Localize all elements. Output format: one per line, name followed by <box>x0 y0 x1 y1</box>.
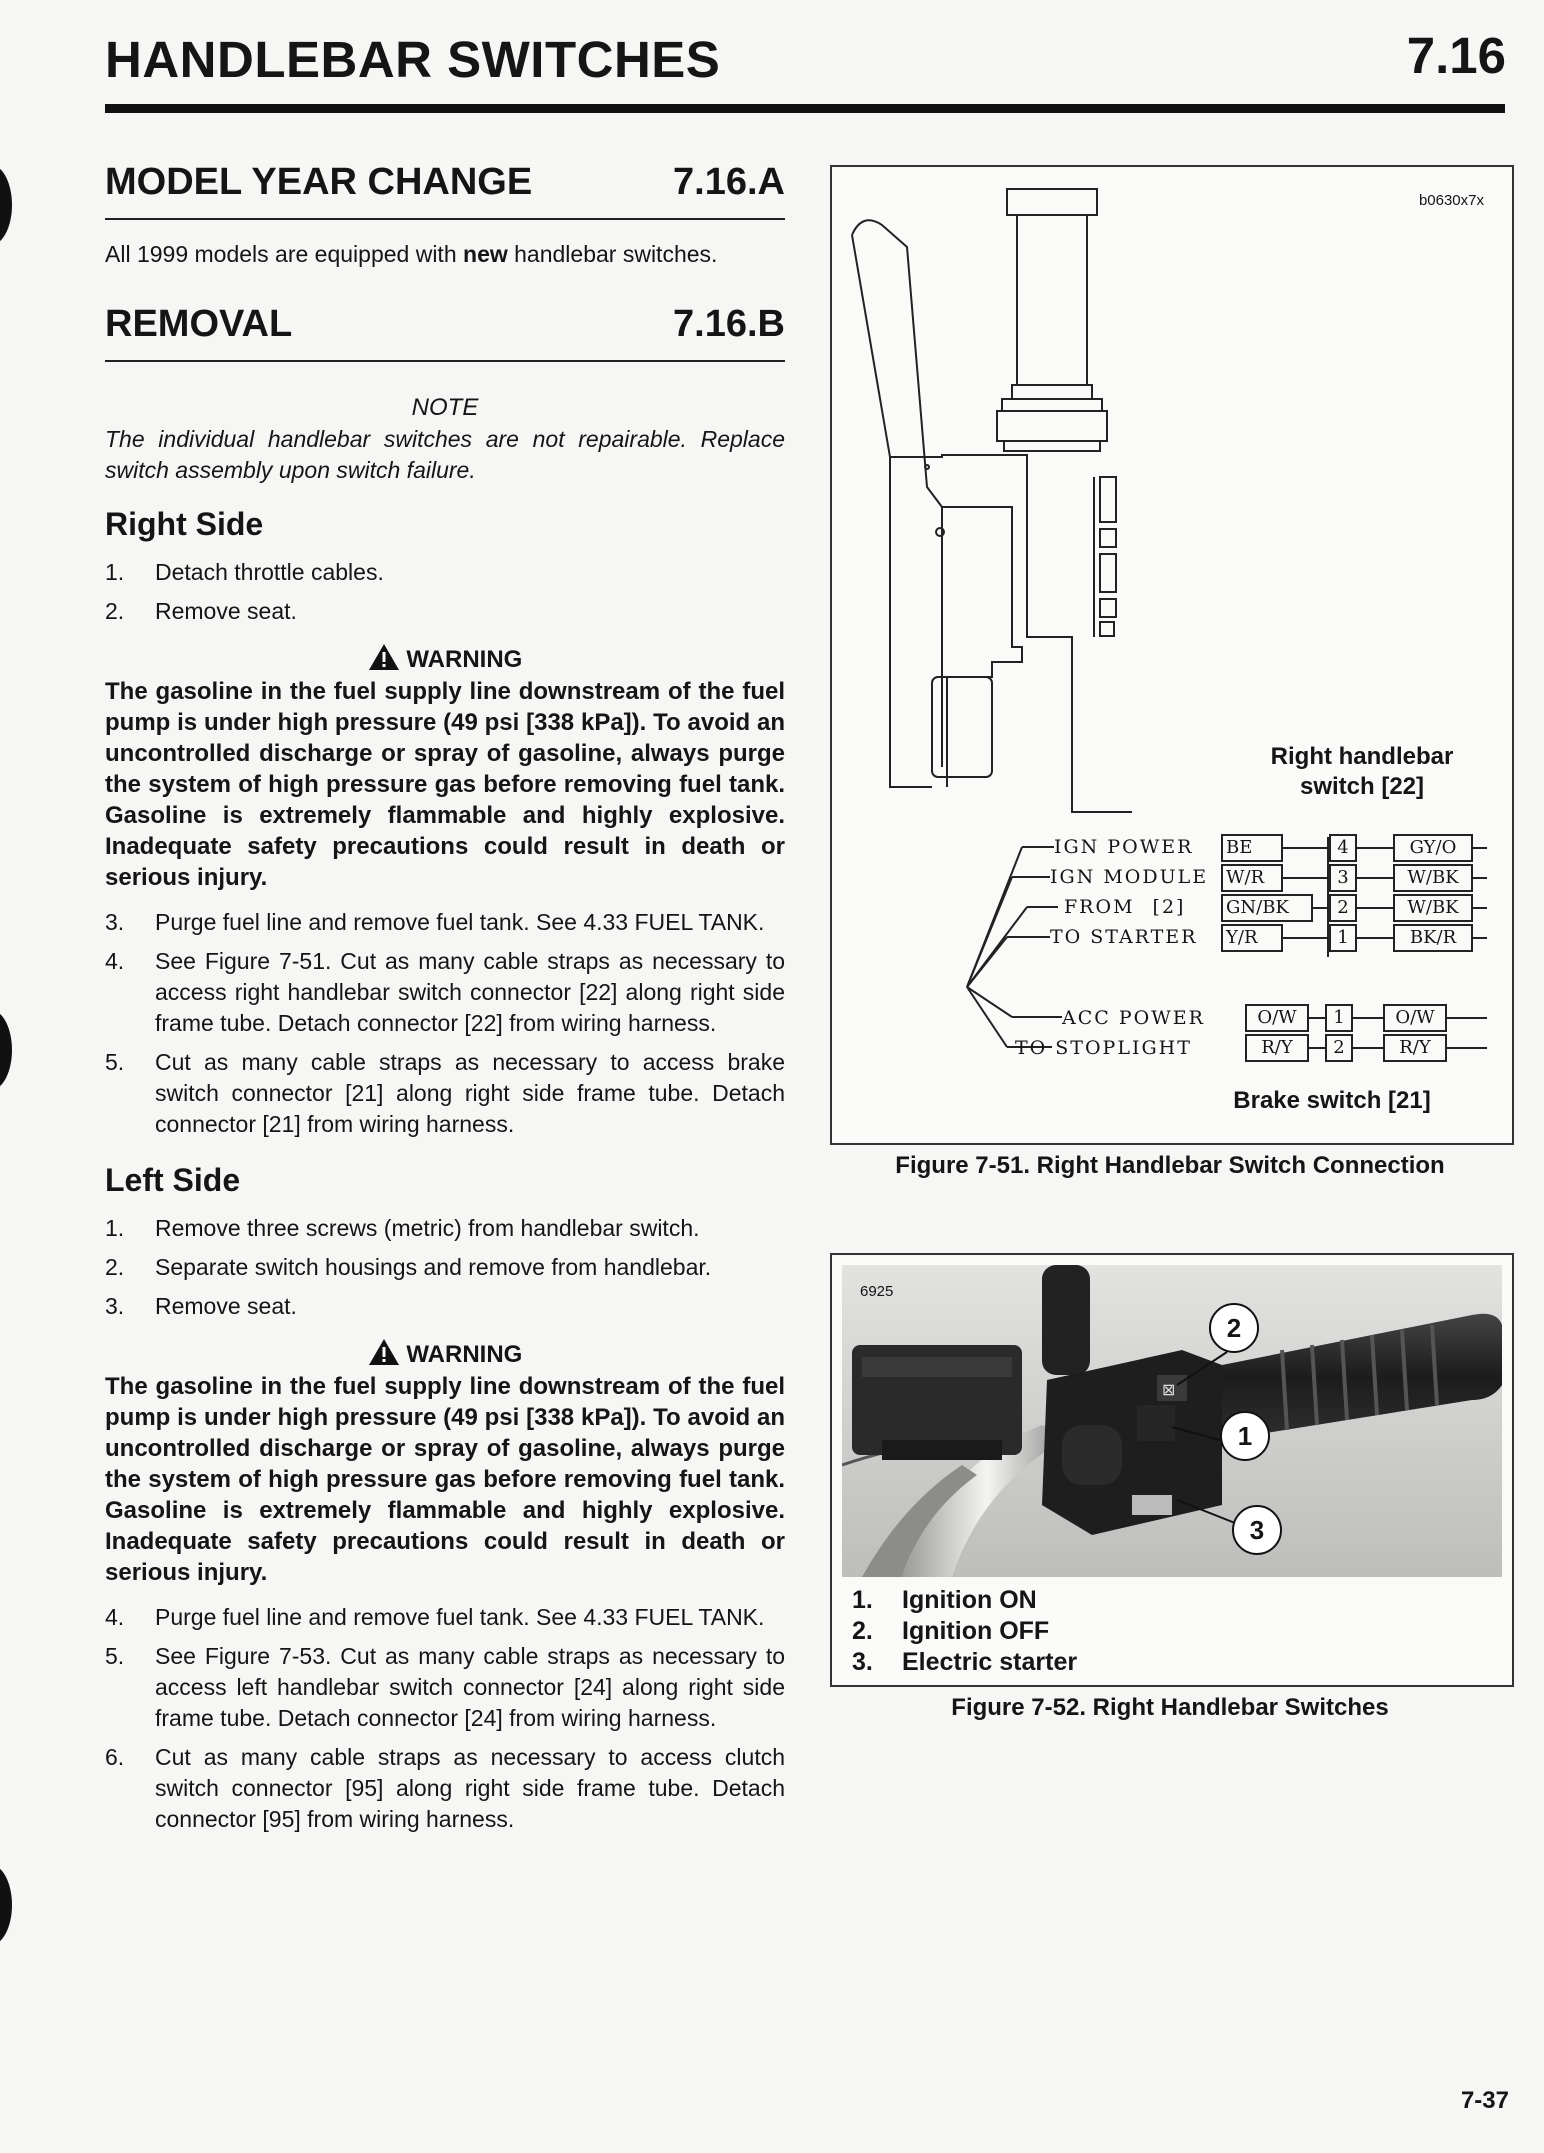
wire-label-ign-power: IGN POWER <box>1054 836 1194 858</box>
wire-code-left: W/R <box>1226 867 1265 888</box>
list-item: 2. Remove seat. <box>105 598 297 624</box>
right-side-heading: Right Side <box>105 506 264 542</box>
model-year-rule <box>105 218 785 220</box>
wire-code-left: BE <box>1226 837 1253 858</box>
model-year-text: All 1999 models are equipped with new handlebar switches. <box>105 241 718 267</box>
punch-hole-middle <box>0 1010 12 1090</box>
wire-label-to-starter: TO STARTER <box>1050 926 1198 948</box>
punch-hole-top <box>0 165 12 245</box>
page-number: 7-37 <box>1460 2087 1509 2114</box>
svg-text:⊠: ⊠ <box>1162 1380 1176 1399</box>
handlebar-wiring-diagram <box>832 167 1512 1143</box>
page-title: HANDLEBAR SWITCHES <box>105 31 721 88</box>
right-side-steps-a <box>105 557 785 627</box>
pin-number: 1 <box>1337 927 1349 948</box>
wire-label-to-stoplight: TO STOPLIGHT <box>1015 1037 1192 1059</box>
wire-code-right: W/BK <box>1407 897 1459 918</box>
wire-code-right: GY/O <box>1409 837 1457 858</box>
header-rule <box>105 104 1505 113</box>
wire-code-left: Y/R <box>1226 927 1258 948</box>
warning-label: WARNING <box>406 646 523 673</box>
list-item: 2. Separate switch housings and remove from handlebar. <box>105 1254 712 1280</box>
list-item: 5. See Figure 7-53. Cut as many cable straps as necessary to access left handlebar switch connector [24] along right side frame tube. Detach connector [24] from wiring harness. <box>105 1643 785 1731</box>
warning-triangle-icon <box>368 1341 407 1368</box>
switch-label: Right handlebar switch [22] <box>1270 743 1454 800</box>
removal-heading <box>105 292 785 346</box>
left-side-steps-a <box>105 1213 785 1322</box>
list-item: 4. See Figure 7-51. Cut as many cable straps as necessary to access right handlebar switch connector [22] along right side frame tube. Detach connector [22] from wiring harness. <box>105 948 785 1036</box>
figure-code: b0630x7x <box>1418 192 1484 209</box>
note-heading: NOTE <box>411 394 479 421</box>
figure-7-51-caption: Figure 7-51. Right Handlebar Switch Connection <box>895 1152 1445 1179</box>
callout-1: 1 <box>1220 1411 1270 1461</box>
pin-number: 1 <box>1333 1007 1345 1028</box>
wire-code-right: W/BK <box>1407 867 1459 888</box>
list-item: 3. Remove seat. <box>105 1293 297 1319</box>
list-item: 3. Purge fuel line and remove fuel tank. See 4.33 FUEL TANK. <box>105 909 765 935</box>
list-item: 1. Remove three screws (metric) from handlebar switch. <box>105 1215 700 1241</box>
removal-title: REMOVAL <box>105 303 293 345</box>
wire-code-right: R/Y <box>1399 1037 1431 1058</box>
wire-code-right: BK/R <box>1409 927 1457 948</box>
list-item: 6. Cut as many cable straps as necessary to access clutch switch connector [95] along right side frame tube. Detach connector [95] from wiring harness. <box>105 1744 785 1832</box>
photo-code: 6925 <box>860 1283 894 1300</box>
callout-2: 2 <box>1209 1303 1259 1353</box>
figure-7-52-caption: Figure 7-52. Right Handlebar Switches <box>951 1694 1389 1721</box>
right-warning-text: The gasoline in the fuel supply line downstream of the fuel pump is under high pressure (49 psi [338 kPa]). To avoid an uncontrolled discharge or spray of gasoline, always purge the system of high pressure gas before removing fuel tank. Gasoline is extremely flammable and highly explosive. Inadequate safety precautions could result in death or serious injury. <box>105 678 785 891</box>
wire-code-left: GN/BK <box>1226 897 1289 918</box>
left-side-steps-b <box>105 1602 785 1835</box>
legend-item: 1. Ignition ON <box>852 1586 1037 1614</box>
warning-triangle-icon <box>368 646 407 673</box>
figure-7-52 <box>830 1253 1514 1687</box>
legend-item: 3. Electric starter <box>852 1648 1078 1676</box>
note-text: The individual handlebar switches are not repairable. Replace switch assembly upon switch failure. <box>105 426 785 483</box>
wire-label-acc-power: ACC POWER <box>1062 1007 1205 1029</box>
legend-item: 2. Ignition OFF <box>852 1617 1050 1645</box>
removal-rule <box>105 360 785 362</box>
pin-number: 2 <box>1337 897 1349 918</box>
pin-number: 2 <box>1333 1037 1345 1058</box>
wire-code-left: R/Y <box>1261 1037 1293 1058</box>
wire-code-right: O/W <box>1395 1007 1435 1028</box>
right-side-steps-b <box>105 907 785 1140</box>
callout-3: 3 <box>1232 1505 1282 1555</box>
left-side-heading: Left Side <box>105 1162 241 1198</box>
list-item: 5. Cut as many cable straps as necessary to access brake switch connector [21] along right side frame tube. Detach connector [21] from wiring harness. <box>105 1049 785 1137</box>
brake-switch-label: Brake switch [21] <box>1233 1087 1431 1114</box>
left-warning-heading <box>105 1338 785 1369</box>
list-item: 1. Detach throttle cables. <box>105 559 384 585</box>
wire-label-from: FROM [2] <box>1064 896 1186 918</box>
warning-label: WARNING <box>406 1341 523 1368</box>
right-warning-heading <box>105 643 785 674</box>
removal-number: 7.16.B <box>673 303 785 345</box>
punch-hole-bottom <box>0 1865 12 1945</box>
figure-7-51 <box>830 165 1514 1145</box>
wire-label-ign-module: IGN MODULE <box>1050 866 1209 888</box>
figure-legend <box>852 1585 1077 1678</box>
pin-number: 3 <box>1337 867 1349 888</box>
section-number: 7.16 <box>1406 27 1506 84</box>
model-year-title: MODEL YEAR CHANGE <box>105 161 533 203</box>
left-warning-text: The gasoline in the fuel supply line downstream of the fuel pump is under high pressure (49 psi [338 kPa]). To avoid an uncontrolled discharge or spray of gasoline, always purge the system of high pressure gas before removing fuel tank. Gasoline is extremely flammable and highly explosive. Inadequate safety precautions could result in death or serious injury. <box>105 1373 785 1586</box>
pin-number: 4 <box>1337 837 1349 858</box>
wire-code-left: O/W <box>1257 1007 1297 1028</box>
left-column <box>105 150 785 1835</box>
list-item: 4. Purge fuel line and remove fuel tank. See 4.33 FUEL TANK. <box>105 1604 765 1630</box>
model-year-heading <box>105 150 785 204</box>
model-year-number: 7.16.A <box>673 161 785 203</box>
